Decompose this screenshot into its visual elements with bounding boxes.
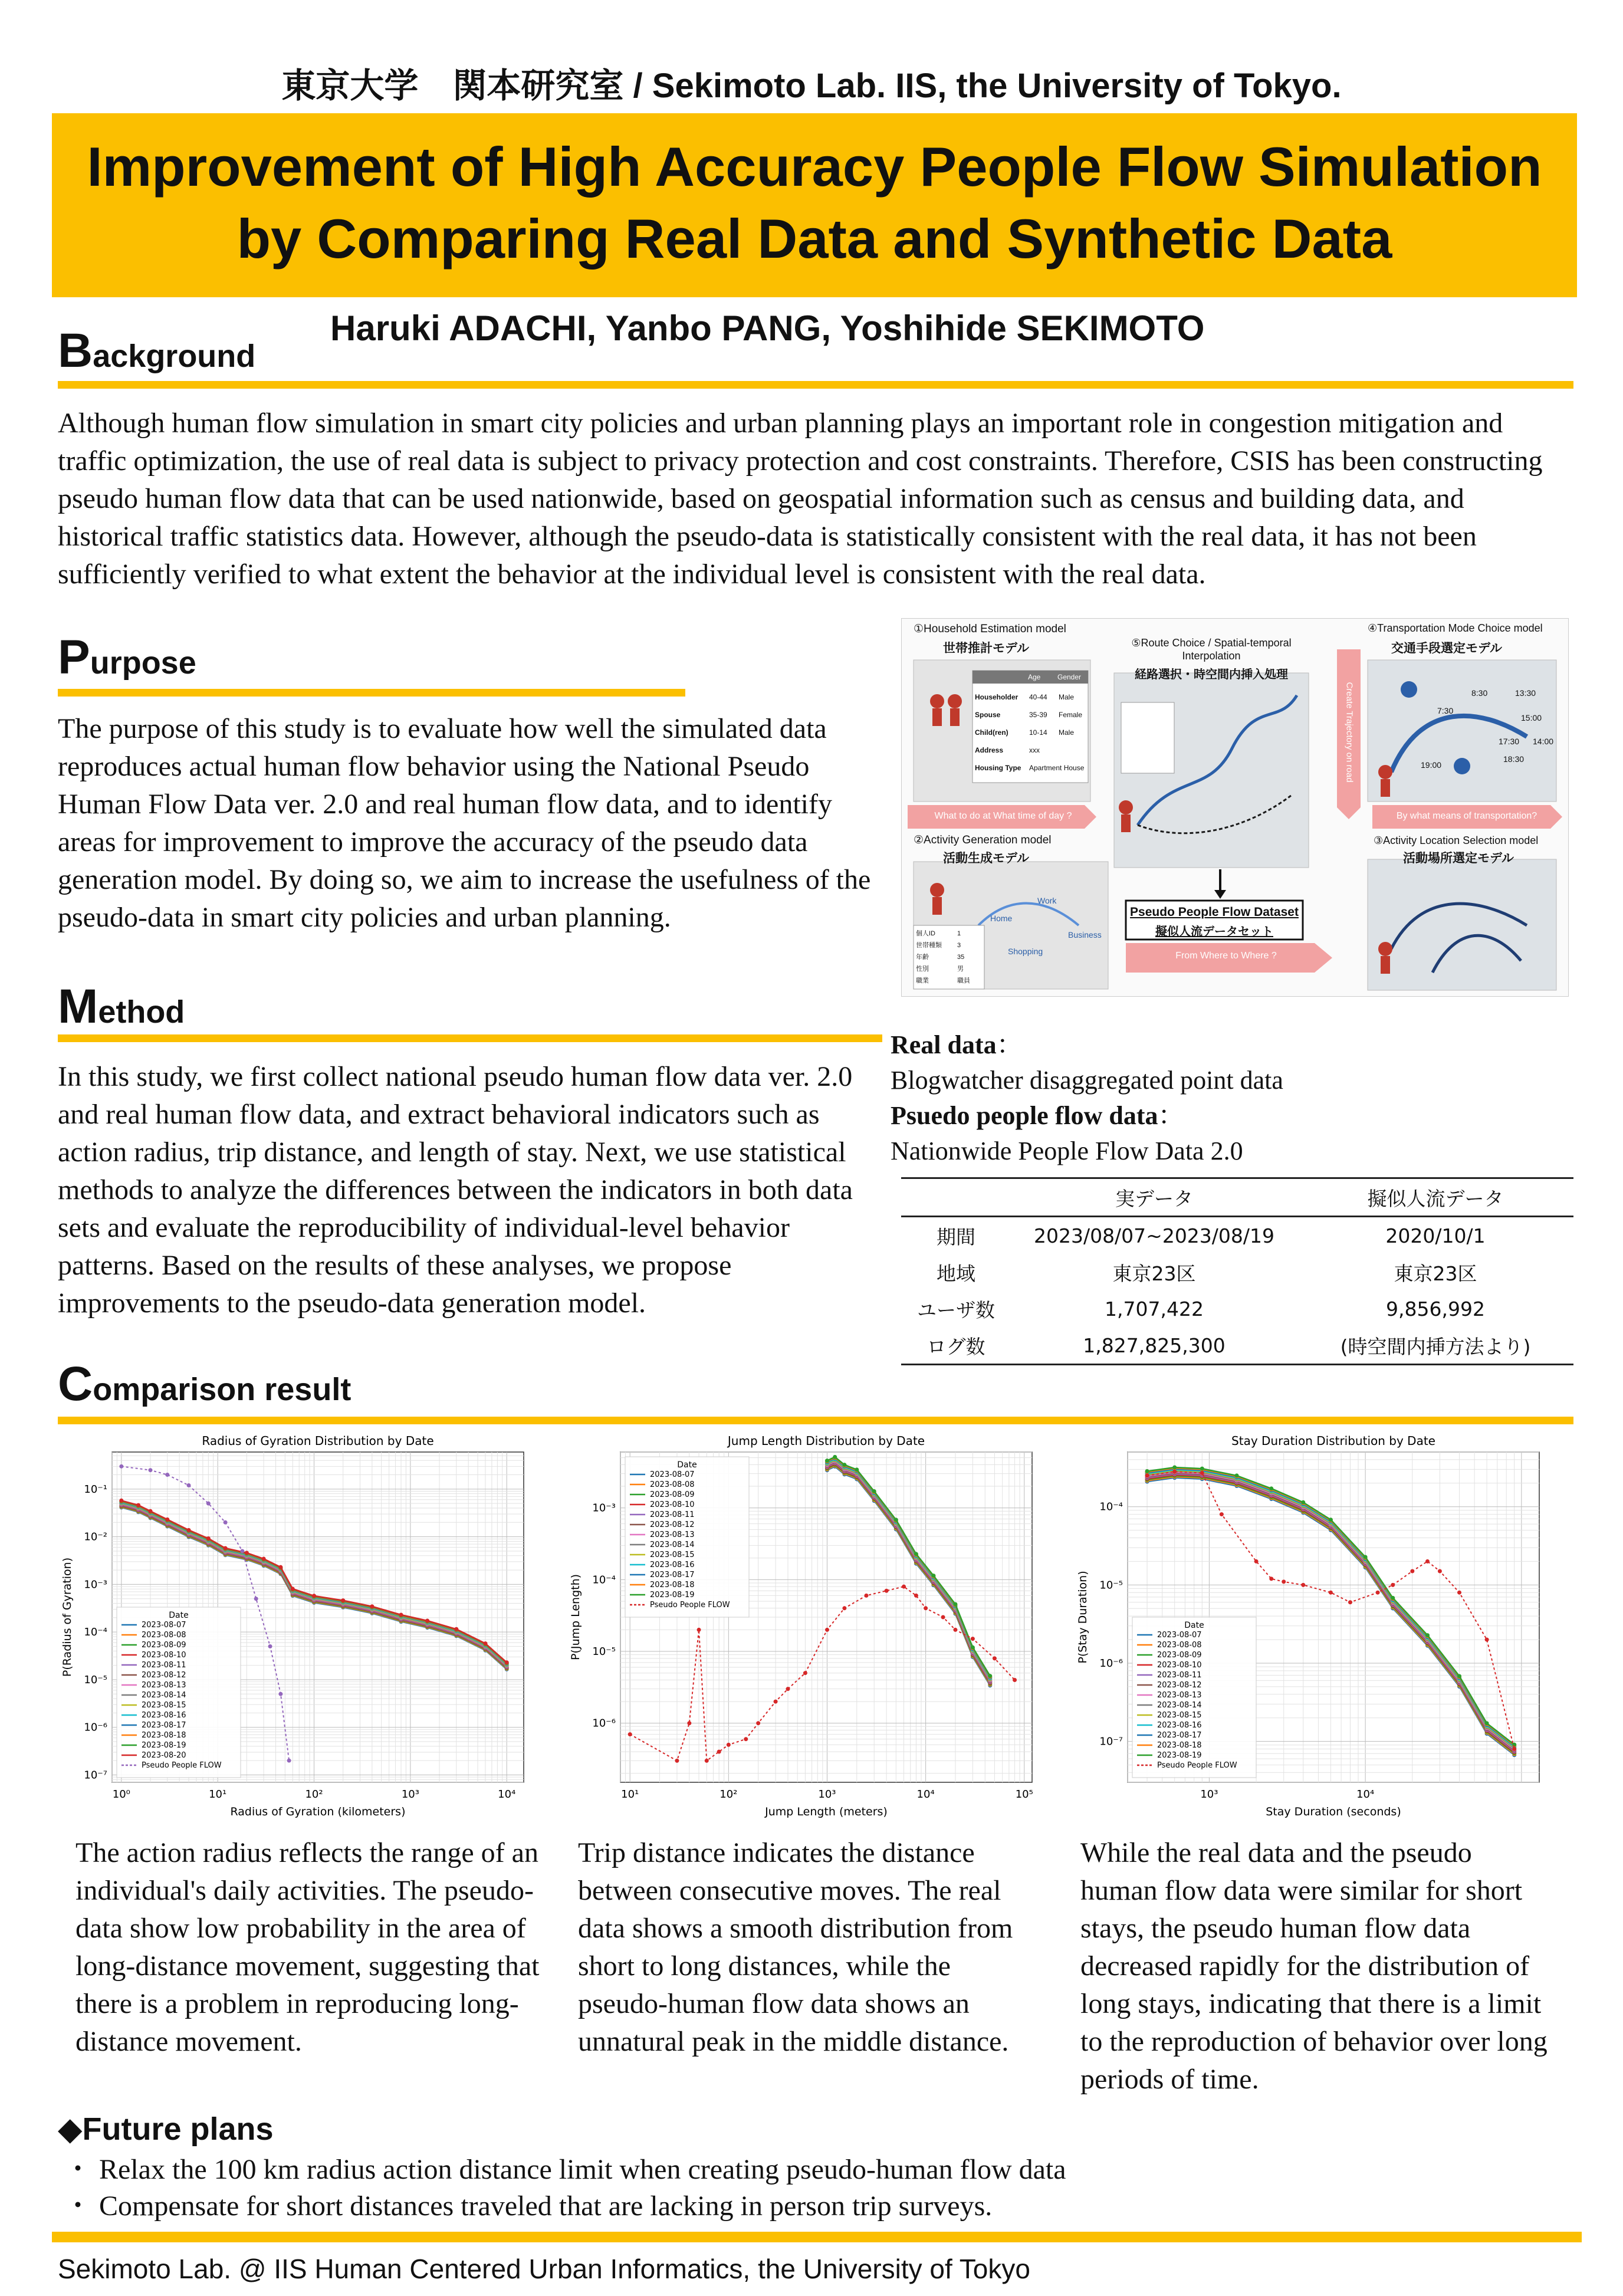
caption-stay: While the real data and the pseudo human flow data were similar for short stays, the pseudo human flow data decreased rapidly for the distribution of long stays, indicating that there is a limit to the reproduction of behavior over long periods of time. (1080, 1837, 1548, 2095)
pseudo-data-point (864, 1594, 868, 1598)
x-tick-label: 10⁵ (1015, 1788, 1033, 1801)
legend-entry: 2023-08-17 (1157, 1731, 1202, 1740)
legend-entry: 2023-08-15 (1157, 1711, 1202, 1720)
legend-entry: 2023-08-13 (1157, 1691, 1202, 1700)
pseudo-data-point (1438, 1569, 1442, 1573)
pseudo-data-point (786, 1687, 790, 1691)
comparison-heading: Comparison result (58, 1357, 351, 1411)
y-tick-label: 10⁻⁵ (84, 1673, 107, 1686)
data-table (901, 1177, 1573, 1365)
m2-place-work: Work (1037, 896, 1057, 905)
real-data-point (312, 1594, 316, 1598)
real-data-point (399, 1612, 403, 1617)
pseudo-data-point (1013, 1678, 1017, 1682)
legend-entry: 2023-08-12 (650, 1520, 695, 1529)
real-data-point (262, 1556, 266, 1561)
pseudo-data-point (1145, 1473, 1149, 1477)
real-data-point (971, 1645, 975, 1650)
legend-entry: 2023-08-15 (142, 1701, 186, 1710)
real-data-point (483, 1641, 487, 1645)
real-data-point (291, 1587, 295, 1591)
y-tick-label: 10⁻⁵ (592, 1645, 616, 1658)
m1-jp: 世帯推計モデル (943, 642, 1029, 655)
method-heading: Method (58, 980, 185, 1033)
x-tick-label: 10² (305, 1788, 323, 1801)
time-label-7: 19:00 (1421, 760, 1442, 770)
pseudo-data-point (278, 1692, 282, 1696)
m1-table-head: Age Gender (1028, 673, 1082, 681)
legend-entry: 2023-08-20 (142, 1751, 186, 1760)
purpose-rule (58, 689, 685, 697)
data-info: Real data： Blogwatcher disaggregated point data Psuedo people flow data： Nationwide People Flow Data 2.0 (891, 1027, 1283, 1169)
x-axis-label: Jump Length (meters) (765, 1805, 888, 1818)
m4-map (1368, 660, 1556, 802)
x-tick-label: 10¹ (621, 1788, 639, 1801)
pseudo-data-point (902, 1585, 906, 1589)
pseudo-data-point (842, 1606, 846, 1610)
real-data-point (1235, 1473, 1239, 1477)
time-label-6: 18:30 (1503, 754, 1525, 764)
m5-jp: 経路選択・時空間内挿入処理 (1135, 668, 1288, 681)
legend-entry: 2023-08-07 (650, 1470, 695, 1479)
table-row: ログ数 1,827,825,300 (時空間内挿方法より) (901, 1327, 1573, 1365)
y-tick-label: 10⁻³ (592, 1502, 616, 1515)
pseudo-data-point (727, 1743, 731, 1747)
y-tick-label: 10⁻³ (84, 1578, 107, 1591)
real-data-point (425, 1619, 429, 1623)
title-line-1: Improvement of High Accuracy People Flow Simulation (87, 136, 1542, 198)
legend-title: Date (1184, 1621, 1204, 1630)
y-axis-label: P(Jump Length) (569, 1574, 582, 1661)
pseudo-data-point (1269, 1576, 1273, 1581)
legend-entry: 2023-08-18 (142, 1731, 186, 1740)
y-tick-label: 10⁻⁷ (84, 1769, 107, 1782)
legend-entry: 2023-08-09 (1157, 1651, 1202, 1660)
legend-entry: 2023-08-15 (650, 1551, 695, 1559)
y-tick-label: 10⁻¹ (84, 1483, 107, 1496)
x-tick-label: 10⁴ (916, 1788, 935, 1801)
y-tick-label: 10⁻⁶ (84, 1721, 107, 1734)
pseudo-data-point (254, 1597, 258, 1601)
pseudo-data-point (1410, 1569, 1414, 1573)
chart-title: Radius of Gyration Distribution by Date (202, 1434, 434, 1448)
real-data-point (855, 1467, 859, 1471)
legend-entry: 2023-08-14 (1157, 1701, 1202, 1710)
footer-rule (52, 2232, 1582, 2242)
real-data-point (1425, 1633, 1430, 1637)
x-tick-label: 10⁴ (498, 1788, 516, 1801)
x-tick-label: 10¹ (209, 1788, 227, 1801)
background-text: Although human flow simulation in smart city policies and urban planning plays an important role in congestion mitigation and traffic optimization, the use of real data is subject to privacy protection and cost constraints. Therefore, CSIS has been constructing pseudo human flow data that can be used nationwide, based on geospatial information such as census and building data, and historical traffic statistics data. However, although the pseudo-data is statistically consistent with the real data, it has not been sufficiently verified to what extent the behavior at the individual level is consistent with the real data. (58, 408, 1543, 590)
real-data-point (149, 1509, 153, 1513)
pseudo-data-point (1457, 1591, 1461, 1595)
m2-title: ②Activity Generation model (914, 834, 1052, 846)
pseudo-data-point (803, 1671, 807, 1675)
pseudo-data-point (149, 1468, 153, 1472)
pseudo-data-point (675, 1759, 679, 1763)
real-data-point (1457, 1674, 1461, 1679)
legend-entry: 2023-08-07 (142, 1621, 186, 1630)
x-tick-label: 10³ (1200, 1788, 1218, 1801)
real-data-point (1329, 1517, 1333, 1522)
legend-title: Date (169, 1611, 189, 1620)
m2-jp: 活動生成モデル (943, 852, 1029, 865)
legend-entry: 2023-08-12 (1157, 1681, 1202, 1690)
pseudo-data-point (206, 1502, 211, 1506)
legend-entry: 2023-08-17 (650, 1571, 695, 1579)
real-data-point (914, 1552, 918, 1556)
real-data-point (505, 1660, 509, 1664)
real-data-point (842, 1463, 846, 1467)
pseudo-data-value: Nationwide People Flow Data 2.0 (891, 1136, 1243, 1165)
x-tick-label: 10² (719, 1788, 738, 1801)
time-label-4: 15:00 (1521, 713, 1542, 722)
real-data-point (931, 1574, 935, 1578)
pseudo-data-point (705, 1759, 709, 1763)
legend-entry: 2023-08-12 (142, 1671, 186, 1680)
legend-entry: 2023-08-18 (1157, 1741, 1202, 1750)
radius-of-gyration-chart (58, 1428, 541, 1829)
table-row: ユーザ数 1,707,422 9,856,992 (917, 1297, 1485, 1322)
real-data-point (245, 1551, 249, 1555)
m3-jp: 活動場所選定モデル (1403, 852, 1514, 865)
time-label-2: 8:30 (1471, 688, 1488, 698)
real-data-point (1200, 1467, 1204, 1471)
m3-map (1368, 859, 1556, 990)
pseudo-data-point (1200, 1471, 1204, 1475)
table-row: 期間 2023/08/07~2023/08/19 2020/10/1 (937, 1224, 1486, 1249)
method-text: In this study, we first collect national pseudo human flow data ver. 2.0 and real human flow data, and extract behavioral indicators such as action radius, trip distance, and length of stay. Next, we use statistical methods to analyze the differences between the indicators in both data sets and evaluate the reproducibility of individual-level behavior patterns. Based on the results of these analyses, we propose improvements to the pseudo-data generation model. (58, 1061, 853, 1319)
list-item: ・ Compensate for short distances traveled that are lacking in person trip surveys. (64, 2190, 993, 2222)
pseudo-data-point (1348, 1600, 1352, 1604)
legend-entry: 2023-08-13 (650, 1530, 695, 1539)
caption-radius: The action radius reflects the range of an individual's daily activities. The pseudo-data show low probability in the area of long-distance movement, suggesting that there is a problem in reproducing long-distance movement. (75, 1837, 540, 2057)
stay-duration-chart (1073, 1428, 1557, 1829)
pseudo-data-point (1376, 1591, 1380, 1595)
real-data-point (1301, 1500, 1305, 1505)
y-tick-label: 10⁻⁴ (84, 1626, 107, 1639)
legend-entry: 2023-08-19 (142, 1741, 186, 1750)
legend-entry: Pseudo People FLOW (650, 1601, 730, 1610)
pseudo-data-point (240, 1549, 244, 1553)
chart-svg (58, 1428, 541, 1829)
real-data-point (1269, 1486, 1273, 1490)
future-plans-heading: ◆Future plans (58, 2111, 274, 2147)
pseudo-data-point (187, 1483, 191, 1487)
pseudo-data-label: Psuedo people flow data (891, 1101, 1158, 1130)
pseudo-data-point (717, 1750, 721, 1754)
real-data-point (1145, 1469, 1149, 1473)
real-data-point (1364, 1555, 1368, 1559)
table-header-row: 実データ 擬似人流データ (901, 1178, 1573, 1217)
pseudo-data-point (971, 1637, 975, 1641)
y-axis-label: P(Radius of Gyration) (61, 1557, 74, 1677)
jump-length-chart (566, 1428, 1050, 1829)
legend-entry: 2023-08-08 (1157, 1641, 1202, 1650)
legend-entry: 2023-08-11 (1157, 1671, 1202, 1680)
pseudo-data-point (941, 1615, 945, 1620)
purpose-text: The purpose of this study is to evaluate how well the simulated data reproduces actual human flow behavior using the National Pseudo Human Flow Data ver. 2.0 and real human flow data, and to identify areas for improvement to improve the accuracy of the pseudo data generation model. By doing so, we aim to increase the usefulness of the pseudo-data in smart city policies and urban planning. (58, 713, 871, 933)
legend-entry: 2023-08-10 (1157, 1661, 1202, 1670)
y-tick-label: 10⁻⁴ (592, 1574, 616, 1586)
m1-table: Householder 40-44 Male Spouse 35-39 Female Child(ren) 10-14 Male Address xxx Housing Type Apartment House (975, 693, 1085, 772)
x-tick-label: 10³ (818, 1788, 836, 1801)
chart-svg (566, 1428, 1050, 1829)
background-rule (58, 381, 1573, 389)
pseudo-data-point (628, 1732, 632, 1736)
pseudo-data-point (1485, 1638, 1489, 1642)
y-tick-label: 10⁻² (84, 1530, 107, 1543)
legend-entry: 2023-08-18 (650, 1581, 695, 1589)
chart-title: Jump Length Distribution by Date (727, 1434, 925, 1448)
real-data-point (1172, 1465, 1177, 1469)
m3-title: ③Activity Location Selection model (1374, 835, 1539, 846)
pseudo-data-point (1301, 1583, 1305, 1587)
m1-title: ①Household Estimation model (914, 623, 1066, 635)
arrow-traj-label: Create Trajectory on road (1344, 682, 1355, 783)
x-axis-label: Radius of Gyration (kilometers) (230, 1805, 406, 1818)
pseudo-data-point (165, 1473, 169, 1477)
poster-title (52, 131, 1577, 275)
y-tick-label: 10⁻⁶ (592, 1717, 616, 1730)
purpose-heading: Purpose (58, 630, 196, 684)
real-data-point (206, 1536, 211, 1540)
legend-entry: 2023-08-13 (142, 1681, 186, 1690)
legend-entry: 2023-08-11 (142, 1661, 186, 1670)
y-tick-label: 10⁻⁷ (1099, 1735, 1123, 1748)
chart-title: Stay Duration Distribution by Date (1231, 1434, 1435, 1448)
real-data-value: Blogwatcher disaggregated point data (891, 1066, 1283, 1095)
legend-entry: 2023-08-08 (142, 1631, 186, 1640)
real-data-point (165, 1517, 169, 1522)
legend-entry: 2023-08-10 (142, 1651, 186, 1660)
real-data-point (825, 1459, 829, 1463)
y-axis-label: P(Stay Duration) (1076, 1571, 1089, 1664)
pseudo-data-point (953, 1628, 957, 1632)
pseudo-data-point (687, 1721, 691, 1725)
pseudo-data-point (224, 1520, 228, 1525)
pseudo-data-point (119, 1464, 123, 1469)
real-data-point (833, 1455, 837, 1459)
pseudo-data-point (756, 1721, 760, 1725)
arrow-where-label: From Where to Where ? (1175, 951, 1277, 961)
authors: Haruki ADACHI, Yanbo PANG, Yoshihide SEKIMOTO (330, 308, 1205, 348)
legend-entry: 2023-08-19 (650, 1591, 695, 1599)
real-data-point (872, 1489, 876, 1493)
pseudo-data-point (697, 1628, 701, 1632)
footer-text: Sekimoto Lab. @ IIS Human Centered Urban Informatics, the University of Tokyo (58, 2254, 1030, 2284)
y-tick-label: 10⁻⁶ (1099, 1657, 1123, 1670)
pseudo-data-point (1391, 1583, 1395, 1587)
pseudo-data-point (268, 1644, 272, 1648)
pseudo-data-point (774, 1700, 778, 1704)
real-data-point (278, 1565, 282, 1569)
real-data-point (136, 1503, 140, 1507)
future-plans-list (64, 2152, 1562, 2225)
m2-place-home: Home (990, 914, 1013, 923)
real-data-point (224, 1546, 228, 1551)
time-label-5: 17:30 (1499, 737, 1520, 746)
legend-entry: 2023-08-10 (650, 1500, 695, 1509)
legend-entry: 2023-08-08 (650, 1480, 695, 1489)
method-rule (58, 1034, 882, 1042)
legend-entry: 2023-08-14 (142, 1691, 186, 1700)
table-row: 地域 東京23区 東京23区 (937, 1262, 1477, 1285)
legend-entry: 2023-08-19 (1157, 1751, 1202, 1760)
x-axis-label: Stay Duration (seconds) (1266, 1805, 1401, 1818)
pseudo-data-point (287, 1759, 291, 1763)
real-data-point (119, 1499, 123, 1503)
m2-attrs: 個人ID 1 世帯種類 3 年齢 35 性別 男 職業 職員 (916, 930, 970, 984)
legend-entry: 2023-08-16 (650, 1561, 695, 1569)
real-data-point (341, 1598, 345, 1602)
dataset-jp: 擬似人流データセット (1155, 925, 1273, 938)
pseudo-data-point (993, 1656, 997, 1660)
legend-entry: 2023-08-11 (650, 1510, 695, 1519)
time-label-8: 14:00 (1533, 737, 1554, 746)
real-data-point (1485, 1721, 1489, 1725)
x-tick-label: 10⁴ (1356, 1788, 1375, 1801)
legend-entry: 2023-08-07 (1157, 1631, 1202, 1640)
pseudo-data-point (744, 1737, 748, 1741)
title-line-2: by Comparing Real Data and Synthetic Data (236, 208, 1392, 270)
chart-svg (1073, 1428, 1557, 1829)
m5-title: ⑤Route Choice / Spatial-temporal Interpolation (1131, 637, 1292, 662)
pseudo-data-point (1254, 1559, 1259, 1563)
time-label-3: 13:30 (1515, 688, 1536, 698)
pseudo-data-point (825, 1628, 829, 1632)
y-tick-label: 10⁻⁵ (1099, 1579, 1123, 1592)
arrow-means-label: By what means of transportation? (1396, 811, 1537, 821)
model-diagram (901, 618, 1569, 997)
real-data-point (1512, 1743, 1516, 1747)
x-tick-label: 10⁰ (112, 1788, 130, 1801)
pseudo-data-point (1172, 1470, 1177, 1474)
legend-entry: Pseudo People FLOW (142, 1761, 222, 1770)
real-data-point (1391, 1596, 1395, 1600)
legend-entry: 2023-08-09 (650, 1490, 695, 1499)
real-data-point (454, 1627, 458, 1631)
y-tick-label: 10⁻⁴ (1099, 1500, 1123, 1513)
time-label-1: 7:30 (1437, 706, 1454, 715)
background-heading: Background (58, 324, 256, 377)
legend-entry: 2023-08-09 (142, 1641, 186, 1650)
legend-entry: 2023-08-17 (142, 1721, 186, 1730)
x-tick-label: 10³ (401, 1788, 419, 1801)
pseudo-data-point (1512, 1747, 1516, 1751)
real-data-point (953, 1602, 957, 1606)
real-data-label: Real data (891, 1030, 997, 1059)
legend-entry: 2023-08-16 (1157, 1721, 1202, 1730)
arrow-what-label: What to do at What time of day ? (934, 811, 1072, 821)
m4-jp: 交通手段選定モデル (1391, 642, 1502, 655)
real-data-point (370, 1604, 374, 1608)
real-data-point (988, 1674, 992, 1678)
pseudo-data-point (1220, 1512, 1224, 1516)
m4-title: ④Transportation Mode Choice model (1368, 622, 1543, 634)
lab-header: 東京大学 関本研究室 / Sekimoto Lab. IIS, the University of Tokyo. (281, 67, 1342, 105)
comparison-rule (58, 1417, 1573, 1424)
m2-place-shopping: Shopping (1008, 947, 1043, 956)
m2-place-business: Business (1068, 930, 1102, 940)
pseudo-data-point (885, 1589, 889, 1593)
caption-jump: Trip distance indicates the distance between consecutive moves. The real data shows a smooth distribution from short to long distances, while the pseudo-human flow data shows an unnatural peak in the middle distance. (578, 1837, 1013, 2057)
legend-title: Date (677, 1460, 697, 1470)
pseudo-data-point (1425, 1559, 1430, 1563)
dataset-en: Pseudo People Flow Dataset (1130, 905, 1299, 919)
real-data-point (187, 1528, 191, 1532)
legend-entry: 2023-08-16 (142, 1711, 186, 1720)
pseudo-data-point (1329, 1591, 1333, 1595)
list-item: ・ Relax the 100 km radius action distance limit when creating pseudo-human flow data (64, 2154, 1066, 2185)
legend-entry: Pseudo People FLOW (1157, 1761, 1237, 1770)
pseudo-data-point (924, 1606, 928, 1610)
pseudo-data-point (914, 1594, 918, 1598)
real-data-point (894, 1517, 898, 1522)
legend-entry: 2023-08-14 (650, 1540, 695, 1549)
pseudo-data-point (1282, 1579, 1286, 1584)
